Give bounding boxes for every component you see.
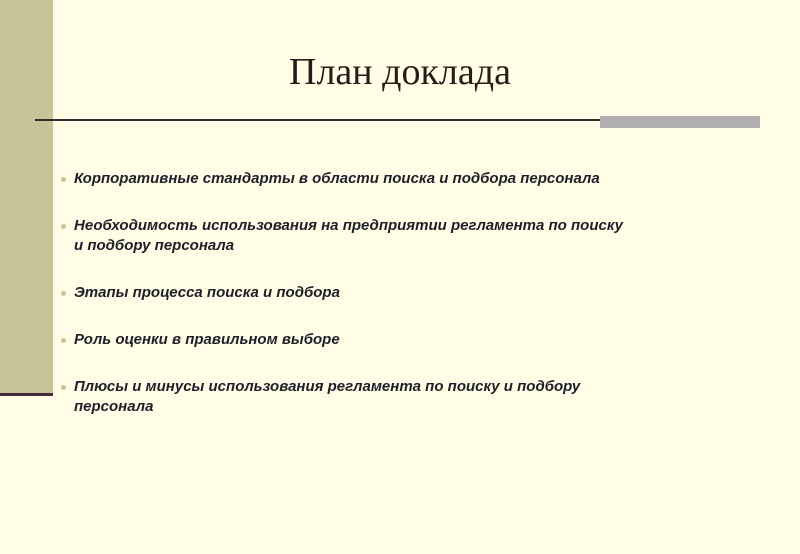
sidebar-divider [0,393,53,396]
bullet-list [58,169,778,444]
bullet-item [58,283,778,303]
bullet-text-continuation: и подбору персонала [74,237,235,254]
bullet-item [58,216,778,256]
bullet-icon [61,291,66,296]
bullet-item [58,169,778,189]
bullet-icon [61,177,66,182]
bullet-text: Плюсы и минусы использования регламента по поиску и подбору [74,378,581,395]
bullet-text: Корпоративные стандарты в области поиска и подбора персонала [74,170,600,187]
bullet-text-continuation: персонала [74,398,154,415]
bullet-icon [61,338,66,343]
bullet-text: Необходимость использования на предприятии регламента по поиску [74,217,623,234]
bullet-item [58,377,778,417]
bullet-icon [61,224,66,229]
bullet-text: Роль оценки в правильном выборе [74,331,340,348]
title-rule-accent [600,116,760,128]
bullet-item [58,330,778,350]
title-rule [35,119,600,121]
slide-title: План доклада [289,51,511,93]
bullet-text: Этапы процесса поиска и подбора [74,284,340,301]
bullet-icon [61,385,66,390]
